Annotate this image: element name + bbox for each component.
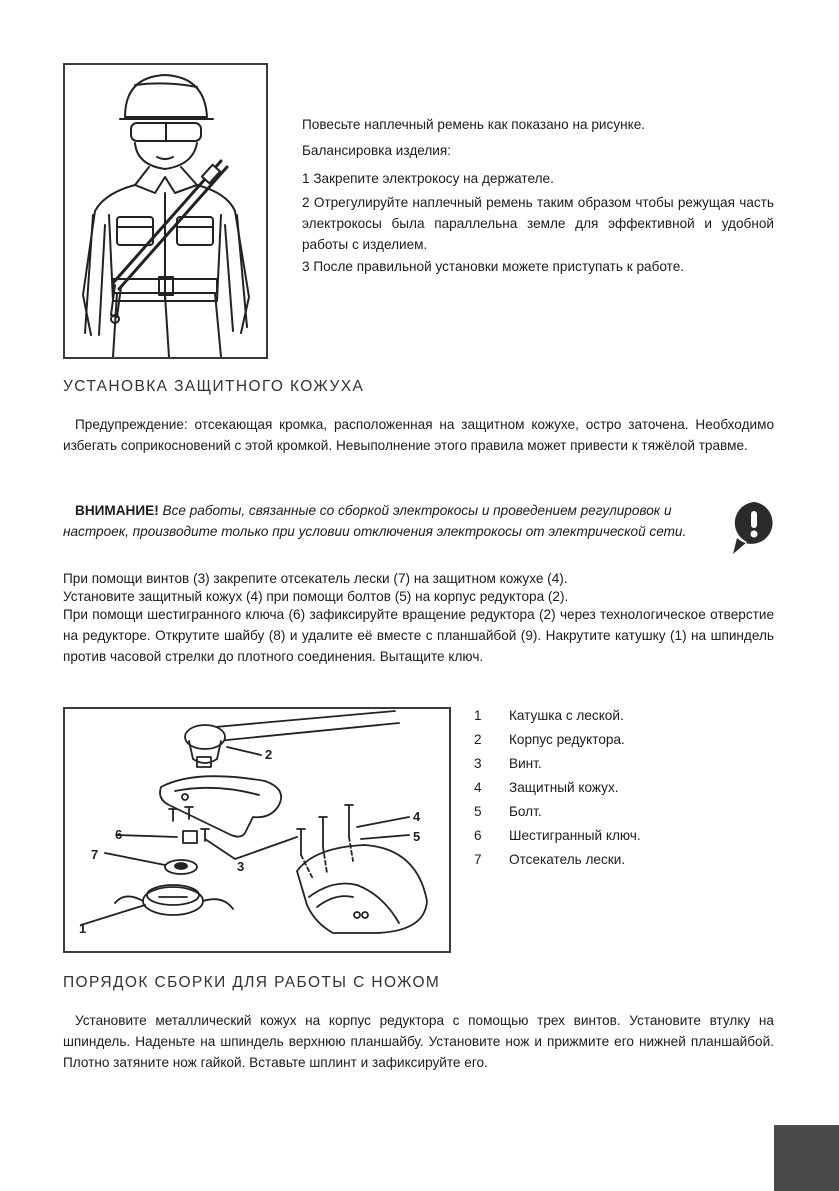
list-item [474, 776, 774, 800]
balance-title: Балансировка изделия: [302, 143, 452, 158]
worker-illustration [63, 63, 268, 359]
callout-3: 3 [237, 859, 245, 874]
exclamation-icon [731, 500, 777, 556]
instruction-2: Установите защитный кожух (4) при помощи болтов (5) на корпус редуктора (2). [63, 589, 569, 604]
callout-6: 6 [115, 827, 123, 842]
callout-4: 4 [413, 809, 421, 824]
list-item [474, 800, 774, 824]
part-number: 6 [474, 828, 482, 843]
parts-list [474, 704, 774, 872]
assembly-diagram [63, 707, 451, 953]
knife-section-title: ПОРЯДОК СБОРКИ ДЛЯ РАБОТЫ С НОЖОМ [63, 974, 441, 991]
guard-warning: Предупреждение: отсекающая кромка, расположенная на защитном кожухе, остро заточена. Необходимо избегать соприкосновений с этой кромкой. Невыполнение этого правила может привести к тяжёлой травме. [63, 417, 774, 453]
worker-drawing [65, 65, 266, 357]
harness-intro: Повесьте наплечный ремень как показано на рисунке. [302, 117, 646, 132]
attention-text: Все работы, связанные со сборкой электрокосы и проведением регулировок и настроек, производите только при условии отключения электрокосы от электрической сети. [63, 503, 687, 539]
attention-label: ВНИМАНИЕ! [75, 503, 159, 518]
part-label: Отсекатель лески. [509, 852, 626, 867]
list-item [474, 752, 774, 776]
list-item [474, 848, 774, 872]
list-item [474, 824, 774, 848]
assembly-drawing [65, 709, 449, 951]
part-label: Катушка с леской. [509, 708, 624, 723]
callout-1: 1 [79, 921, 87, 936]
harness-step-2: 2 Отрегулируйте наплечный ремень таким образом чтобы режущая часть электрокосы была параллельна земле для эффективной и удобной работы с изделием. [302, 195, 774, 252]
part-label: Защитный кожух. [509, 780, 619, 795]
list-item [474, 728, 774, 752]
callout-7: 7 [91, 847, 99, 862]
part-label: Шестигранный ключ. [509, 828, 641, 843]
part-number: 2 [474, 732, 482, 747]
callout-5: 5 [413, 829, 421, 844]
part-label: Винт. [509, 756, 542, 771]
part-number: 7 [474, 852, 482, 867]
harness-step-3: 3 После правильной установки можете приступать к работе. [302, 259, 685, 274]
part-number: 4 [474, 780, 482, 795]
callout-2: 2 [265, 747, 273, 762]
attention-block [63, 500, 703, 542]
guard-section-title: УСТАНОВКА ЗАЩИТНОГО КОЖУХА [63, 378, 365, 395]
part-number: 3 [474, 756, 482, 771]
instruction-3: При помощи шестигранного ключа (6) зафиксируйте вращение редуктора (2) через технологическое отверстие на редукторе. Открутите шайбу (8) и удалите её вместе с планшайбой (9). Накрутите катушку (1) на шпиндель против часовой стрелки до плотного соединения. Вытащите ключ. [63, 607, 774, 664]
instruction-1: При помощи винтов (3) закрепите отсекатель лески (7) на защитном кожухе (4). [63, 571, 568, 586]
page-tab [774, 1125, 839, 1191]
part-number: 5 [474, 804, 482, 819]
part-label: Корпус редуктора. [509, 732, 625, 747]
knife-instructions: Установите металлический кожух на корпус редуктора с помощью трех винтов. Установите втулку на шпиндель. Наденьте на шпиндель верхнюю планшайбу. Установите нож и прижмите его нижней планшайбой. Плотно затяните нож гайкой. Вставьте шплинт и зафиксируйте его. [63, 1013, 774, 1070]
list-item [474, 704, 774, 728]
part-label: Болт. [509, 804, 542, 819]
part-number: 1 [474, 708, 482, 723]
harness-step-1: 1 Закрепите электрокосу на держателе. [302, 171, 554, 186]
